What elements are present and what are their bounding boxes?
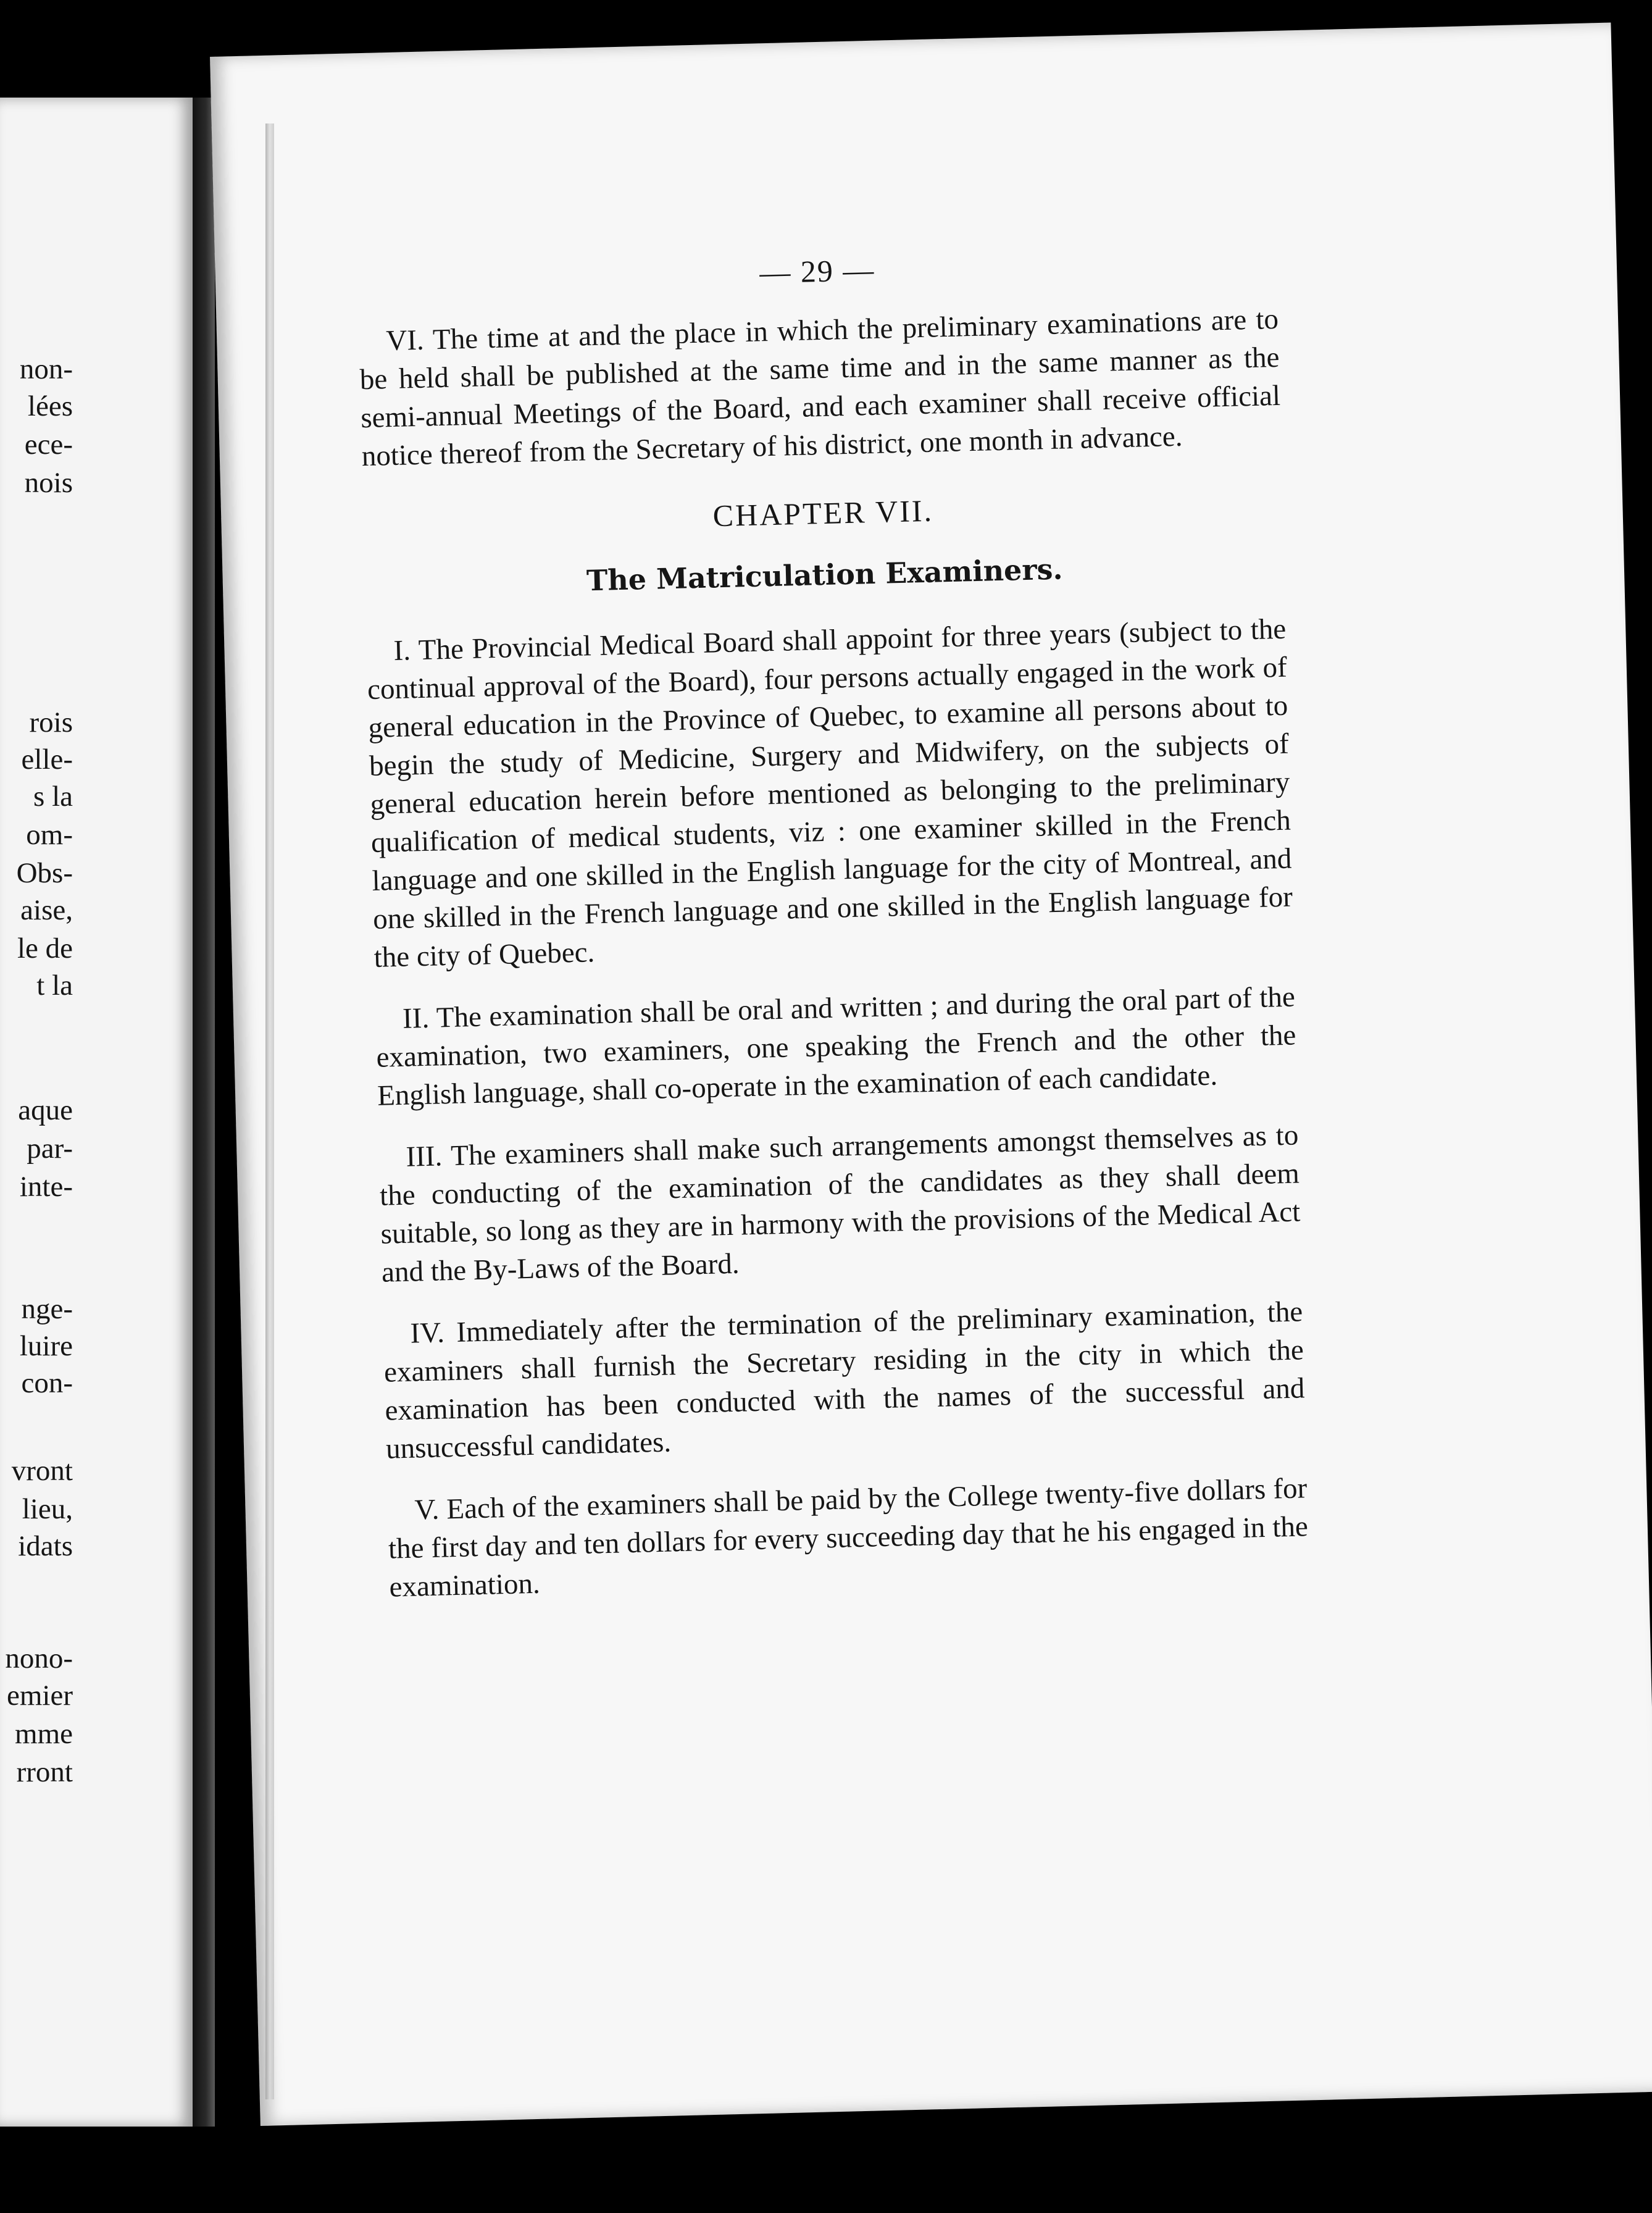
left-page-text-fragment: par- (27, 1132, 73, 1165)
left-page-text-fragment: nge- (21, 1293, 73, 1325)
paragraph: II. The examination shall be oral and written ; and during the oral part of the examination, two examiners, one speaking the French and the other the English language, shall co-operate in the examination of each candidate. (376, 981, 1296, 1112)
left-page-text-fragment: mme (15, 1718, 73, 1750)
left-page-text-fragment: lées (27, 390, 73, 422)
left-page-text-fragment: vront (11, 1455, 73, 1487)
page-crease (265, 123, 274, 2099)
left-page-text-fragment: rois (29, 706, 73, 738)
left-page-text-fragment: Obs- (16, 857, 73, 889)
paragraph: I. The Provincial Medical Board shall appoint for three years (subject to the continual approval of the Board), four persons actually engaged in the work of general education in the Province of Quebec, to examine all persons about to begin the study of Medicine, Surgery and Midwifery, on the subjects of general education herein before mentioned as belonging to the preliminary qualification of medical students, viz : one examiner skilled in the French language and one skilled in the English language for the city of Montreal, and one skilled in the French language and one skilled in the English language for the city of Quebec. (367, 613, 1293, 974)
page-content (357, 241, 1310, 1630)
left-page-text-fragment: emier (7, 1680, 73, 1712)
left-page-text-fragment: lieu, (22, 1493, 73, 1525)
left-page-text-fragment: non- (19, 353, 73, 385)
left-page-text-fragment: luire (19, 1330, 73, 1362)
chapter-heading: CHAPTER VII. (712, 493, 934, 533)
left-page-text-fragment: con- (21, 1367, 73, 1399)
main-page (210, 23, 1652, 2126)
left-page-text-fragment: idats (18, 1530, 73, 1562)
left-page-text-fragment: s la (33, 780, 73, 813)
left-page-text-fragment: nois (24, 467, 73, 499)
section-title: The Matriculation Examiners. (586, 552, 1064, 598)
paragraph: III. The examiners shall make such arrangements amongst themselves as to the conducting of the examination of the candidates as they shall deem suitable, so long as they are in harmony with the provisions of the Medical Act and the By-Laws of the Board. (379, 1119, 1301, 1289)
left-page-text-fragment: ece- (24, 429, 73, 461)
left-page-text-fragment: rront (16, 1756, 73, 1788)
left-page-text-fragment: le de (17, 932, 73, 964)
left-page-text-fragment: aise, (20, 894, 73, 926)
left-page-text-fragment: om- (26, 819, 73, 851)
left-page-text-fragment: t la (36, 969, 73, 1002)
book-gutter (193, 98, 215, 2127)
page-number: — 29 — (759, 252, 875, 290)
paragraph: IV. Immediately after the termination of the preliminary examination, the examiners shall furnish the Secretary residing in the city in which the examination has been conducted with the names of the successful and unsuccessful candidates. (383, 1295, 1305, 1465)
paragraph: V. Each of the examiners shall be paid by the College twenty-five dollars for the first day and ten dollars for every succeeding day that he his engaged in the examination. (388, 1472, 1309, 1604)
left-page-text-fragment: aque (18, 1094, 73, 1126)
left-page-text-fragment: nono- (5, 1642, 73, 1675)
left-page-text-fragment: elle- (21, 743, 73, 776)
left-page-fragment (0, 98, 193, 2127)
paragraph-vi: VI. The time at and the place in which the preliminary examinations are to be held shall be published at the same time and in the same manner as the semi-annual Meetings of the Board, and each examiner shall receive official notice thereof from the Secretary of his district, one month in advance. (359, 303, 1281, 473)
left-page-text-fragment: inte- (19, 1171, 73, 1203)
